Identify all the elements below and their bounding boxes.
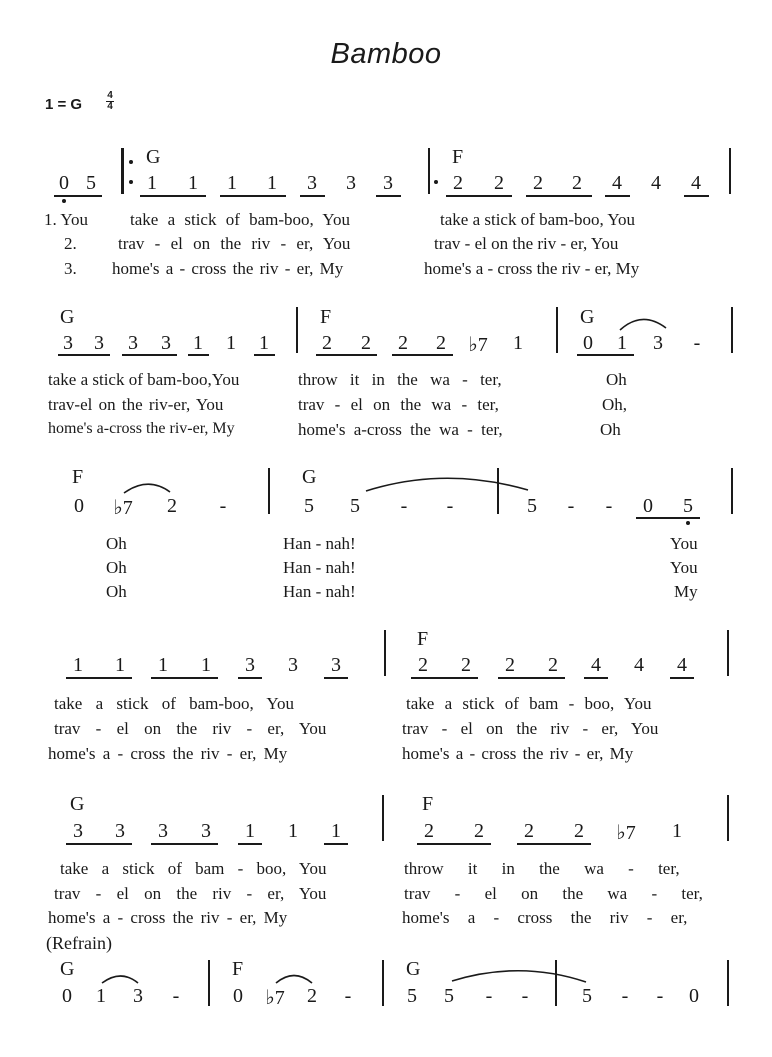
lyric-line: You xyxy=(670,558,698,577)
note: - xyxy=(485,985,493,1007)
note: 0 xyxy=(643,495,653,517)
refrain-label: (Refrain) xyxy=(46,933,112,953)
note: - xyxy=(344,985,352,1007)
lyric-line: home's a - cross the riv - er, My xyxy=(48,908,288,927)
note: 3 xyxy=(161,332,171,354)
note: 3 xyxy=(73,820,83,842)
note: 2 xyxy=(505,654,515,676)
lyric-line: 1. You xyxy=(44,210,88,229)
note: 2 xyxy=(548,654,558,676)
chord-label: G xyxy=(60,306,75,328)
note: 3 xyxy=(331,654,341,676)
lyric-line: take a stick of bam-boo,You xyxy=(48,370,240,389)
note: 4 xyxy=(612,172,622,194)
lyric-line: home's a - cross the riv - er, My xyxy=(112,259,344,278)
note: 3 xyxy=(63,332,73,354)
chord-label: F xyxy=(320,306,332,328)
note: 4 xyxy=(651,172,661,194)
lyric-line: Han - nah! xyxy=(283,582,356,601)
note: ♭7 xyxy=(616,822,636,844)
note: 5 xyxy=(86,172,96,194)
lyric-line: trav - el on the riv - er, You xyxy=(54,884,327,903)
note: 5 xyxy=(683,495,693,517)
note: 3 xyxy=(383,172,393,194)
note: 0 xyxy=(74,495,84,517)
lyric-line: Oh xyxy=(600,420,621,439)
note: 5 xyxy=(350,495,360,517)
time-signature-bottom: 4 xyxy=(107,101,113,112)
key-signature: 1 = G xyxy=(45,96,83,113)
note: 4 xyxy=(677,654,687,676)
note: 3 xyxy=(201,820,211,842)
lyric-line: Oh xyxy=(106,558,127,577)
lyric-line: home's a - cross the riv - er, xyxy=(402,908,688,927)
note: 1 xyxy=(147,172,157,194)
chord-label: F xyxy=(72,466,84,488)
note: 2 xyxy=(572,172,582,194)
note: - xyxy=(693,332,701,354)
chord-label: G xyxy=(70,793,85,815)
note: - xyxy=(400,495,408,517)
note: 3 xyxy=(346,172,356,194)
lyric-line: home's a - cross the riv - er, My xyxy=(48,744,288,763)
chord-label: G xyxy=(580,306,595,328)
note: 1 xyxy=(201,654,211,676)
note: 3 xyxy=(128,332,138,354)
chord-label: G xyxy=(406,958,421,980)
note: 2 xyxy=(418,654,428,676)
lyric-line: Oh xyxy=(606,370,627,389)
note: 2 xyxy=(322,332,332,354)
lyric-line: 3. xyxy=(64,259,77,278)
tie-curve xyxy=(124,484,170,493)
lyric-line: throw it in the wa - ter, xyxy=(404,859,680,878)
note: 0 xyxy=(233,985,243,1007)
note: 2 xyxy=(361,332,371,354)
note: 1 xyxy=(259,332,269,354)
note: 1 xyxy=(158,654,168,676)
lyric-line: trav-el on the riv-er, You xyxy=(48,395,224,414)
time-signature-top: 4 xyxy=(107,90,113,101)
note: 1 xyxy=(288,820,298,842)
chord-label: F xyxy=(417,628,429,650)
note: 0 xyxy=(59,172,69,194)
note: 1 xyxy=(73,654,83,676)
chord-label: G xyxy=(302,466,317,488)
note: 2 xyxy=(307,985,317,1007)
lyric-line: My xyxy=(674,582,698,601)
lyric-line: take a stick of bam-boo, You xyxy=(54,694,295,713)
note: 5 xyxy=(444,985,454,1007)
lyric-line: Oh xyxy=(106,582,127,601)
note: 1 xyxy=(513,332,523,354)
lyric-line: Oh, xyxy=(602,395,628,414)
lyric-line: take a stick of bam - boo, You xyxy=(406,694,652,713)
lyric-line: take a stick of bam-boo, You xyxy=(440,210,636,229)
lyric-line: home's a-cross the wa - ter, xyxy=(298,420,503,439)
note: 2 xyxy=(436,332,446,354)
note: 1 xyxy=(245,820,255,842)
chord-label: F xyxy=(452,146,464,168)
note: 2 xyxy=(574,820,584,842)
lyric-line: Han - nah! xyxy=(283,558,356,577)
lyric-line: trav - el on the riv - er, You xyxy=(402,719,659,738)
note: 2 xyxy=(453,172,463,194)
lyric-line: 2. xyxy=(64,234,77,253)
note: 2 xyxy=(533,172,543,194)
lyric-line: home's a-cross the riv-er, My xyxy=(48,420,235,437)
lyric-line: Oh xyxy=(106,534,127,553)
note: 2 xyxy=(424,820,434,842)
note: 4 xyxy=(591,654,601,676)
note: 1 xyxy=(331,820,341,842)
song-title: Bamboo xyxy=(330,38,442,70)
note: - xyxy=(446,495,454,517)
note: 3 xyxy=(133,985,143,1007)
note: - xyxy=(656,985,664,1007)
note: ♭7 xyxy=(265,987,285,1009)
note: 2 xyxy=(461,654,471,676)
tie-curve xyxy=(452,971,586,982)
note: 3 xyxy=(245,654,255,676)
note: 3 xyxy=(288,654,298,676)
note: 5 xyxy=(582,985,592,1007)
note: 2 xyxy=(167,495,177,517)
note: 2 xyxy=(524,820,534,842)
note: - xyxy=(219,495,227,517)
note: 2 xyxy=(474,820,484,842)
note: 2 xyxy=(398,332,408,354)
note: - xyxy=(605,495,613,517)
lyric-line: take a stick of bam-boo, You xyxy=(130,210,351,229)
chord-label: G xyxy=(146,146,161,168)
note: 5 xyxy=(527,495,537,517)
note: - xyxy=(621,985,629,1007)
note: 2 xyxy=(494,172,504,194)
chord-label: F xyxy=(232,958,244,980)
lyric-line: trav - el on the riv - er, You xyxy=(118,234,351,253)
note: 1 xyxy=(96,985,106,1007)
lyric-line: trav - el on the riv - er, You xyxy=(434,234,619,253)
note: 1 xyxy=(115,654,125,676)
lyric-line: trav - el on the riv - er, You xyxy=(54,719,327,738)
chord-label: G xyxy=(60,958,75,980)
note: - xyxy=(172,985,180,1007)
note: 5 xyxy=(407,985,417,1007)
note: - xyxy=(521,985,529,1007)
note: 4 xyxy=(634,654,644,676)
lyric-line: home's a - cross the riv - er, My xyxy=(424,259,640,278)
lyric-line: home's a - cross the riv - er, My xyxy=(402,744,634,763)
note: 3 xyxy=(115,820,125,842)
note: 1 xyxy=(193,332,203,354)
note: 0 xyxy=(689,985,699,1007)
note: ♭7 xyxy=(468,334,488,356)
note: 0 xyxy=(62,985,72,1007)
chord-label: F xyxy=(422,793,434,815)
note: - xyxy=(567,495,575,517)
note: 1 xyxy=(226,332,236,354)
note: 3 xyxy=(94,332,104,354)
lyric-line: trav - el on the wa - ter, xyxy=(298,395,499,414)
tie-curve xyxy=(102,976,138,983)
note: 1 xyxy=(188,172,198,194)
note: 1 xyxy=(617,332,627,354)
note: 4 xyxy=(691,172,701,194)
lyric-line: trav - el on the wa - ter, xyxy=(404,884,703,903)
lyric-line: take a stick of bam - boo, You xyxy=(60,859,327,878)
note: ♭7 xyxy=(113,497,133,519)
lyric-line: Han - nah! xyxy=(283,534,356,553)
tie-curve xyxy=(366,478,528,491)
note: 3 xyxy=(158,820,168,842)
note: 3 xyxy=(653,332,663,354)
lyric-line: throw it in the wa - ter, xyxy=(298,370,502,389)
note: 1 xyxy=(267,172,277,194)
note: 3 xyxy=(307,172,317,194)
lyric-line: You xyxy=(670,534,698,553)
note: 1 xyxy=(672,820,682,842)
note: 0 xyxy=(583,332,593,354)
tie-curve xyxy=(276,976,312,984)
note: 1 xyxy=(227,172,237,194)
note: 5 xyxy=(304,495,314,517)
tie-curve xyxy=(620,319,666,330)
